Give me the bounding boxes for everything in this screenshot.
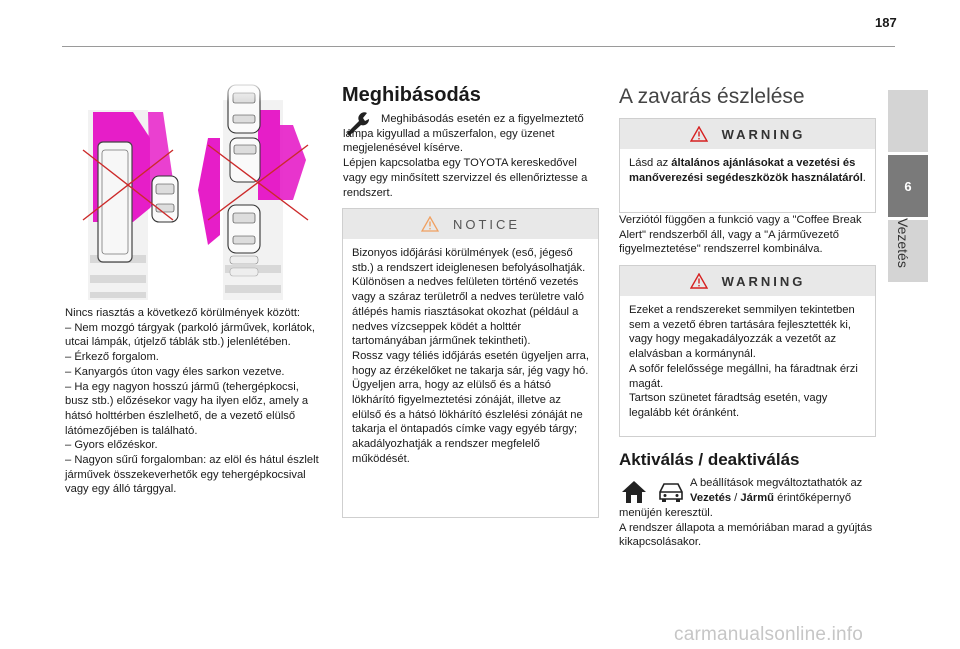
menu-separator: / <box>731 491 741 504</box>
warning-box-2 <box>619 265 876 437</box>
zone-right-3 <box>276 125 306 200</box>
side-tab-previous <box>888 90 928 152</box>
list-item: – Nem mozgó tárgyak (parkoló járművek, korlátok, utcai lámpák, útjelző táblák stb.) jelenlétében. <box>65 321 315 349</box>
list-item: – Nagyon sűrű forgalomban: az elöl és hátul észlelt járművek összekeverhetők egy tehergépkocsival vagy egy álló tárggyal. <box>65 454 319 496</box>
warning-heading: WARNING <box>721 273 806 289</box>
paragraph: Nincs riasztás a következő körülmények között: <box>65 307 301 319</box>
activation-suffix: érintőképernyő <box>773 491 852 504</box>
warning-bold: általános ajánlásokat a vezetési és manőverezési segédeszközök használatáról <box>629 157 863 184</box>
list-item: – Gyors előzéskor. <box>65 439 158 452</box>
home-icon <box>620 479 648 505</box>
notice-box <box>342 208 599 518</box>
warning-box-1 <box>619 118 876 213</box>
no-alert-conditions <box>65 306 325 497</box>
warning-triangle-icon <box>421 216 439 232</box>
warning-body <box>620 149 875 192</box>
menu-vezetes: Vezetés <box>690 491 732 504</box>
car-settings-icon <box>655 478 687 504</box>
notice-body: Bizonyos időjárási körülmények (eső, jégeső stb.) a rendszert ideiglenesen befolyásolhatják. Különösen a nedves felületen történő vezetés vagy a száraz területről a nedves területre való átlépés hamis riasztásokat okozhat (például a nedves vízcseppek ködét a holttér tartományában járműnek tekintheti). Rossz vagy téliés időjárás esetén ügyeljen arra, hogy az érzékelőket ne takarja sár, jég vagy hó. Ügyeljen arra, hogy az elülső és a hátsó lökhárító figyelmeztetési zónáját, illetve az elülső és a hátsó lökhárító észlelési zónáját ne takarja el öntapadós címke vagy egyéb tárgy; akadályozhatják a rendszer megfelelő működését. <box>352 247 589 465</box>
activation-rest: menüjén keresztül. A rendszer állapota a memóriában marad a gyújtás kikapcsolásakor. <box>619 507 873 549</box>
list-item: – Ha egy nagyon hosszú jármű (tehergépkocsi, busz stb.) előzésekor vagy ha ilyen előz, amely a hátsó holttérben észlelhető, de a vezető elülső látómezőjében is található. <box>65 380 309 437</box>
activation-line1 <box>690 476 880 505</box>
section-title-fault: Meghibásodás <box>342 84 481 106</box>
version-description: Verziótól függően a funkció vagy a "Coffee Break Alert" rendszerből áll, vagy a "A járművezető figyelmeztetése" rendszerrel kombinálva. <box>619 214 862 256</box>
chapter-number: 6 <box>904 178 912 194</box>
warning-header <box>620 266 875 296</box>
chapter-label: Vezetés <box>895 218 911 268</box>
list-item: – Kanyargós úton vagy éles sarkon vezetve. <box>65 365 285 378</box>
section-title-distraction: A zavarás észlelése <box>619 85 805 108</box>
top-divider <box>62 46 895 47</box>
warning-body: Ezeket a rendszereket semmilyen tekintetben sem a vezető ébren tartására fejlesztették ki, vagy hogy megakadályozzák a vezetőt az elalvásban a kormánynál. A sofőr felelőssége megállni, ha fáradtnak érzi magát. Tartson szünetet fáradtság esetén, vagy legalább két óránként. <box>629 304 858 419</box>
section-title-activation: Aktiválás / deaktiválás <box>619 450 800 469</box>
notice-header <box>343 209 598 239</box>
side-tab-chapter[interactable] <box>888 155 928 217</box>
warning-prefix: Lásd az <box>629 157 672 169</box>
truck-drawing <box>98 142 132 262</box>
fault-description: Meghibásodás esetén ez a figyelmeztető lámpa kigyullad a műszerfalon, egy üzenet megjelenésével kísérve. Lépjen kapcsolatba egy TOYOTA kereskedővel vagy egy minősített szervizzel és ellenőriztesse a rendszert. <box>343 113 588 199</box>
warning-heading: WARNING <box>721 126 806 142</box>
watermark: carmanualsonline.info <box>674 624 864 645</box>
zone-right-2 <box>198 138 220 245</box>
car-right-mid-drawing <box>230 138 260 182</box>
warning-triangle-icon <box>690 126 708 142</box>
warning-header <box>620 119 875 149</box>
menu-jarmu: Jármű <box>740 491 774 504</box>
list-item: – Érkező forgalom. <box>65 351 159 364</box>
blind-spot-illustration <box>68 80 326 302</box>
warning-triangle-icon <box>690 273 708 289</box>
activation-prefix: A beállítások megváltoztathatók az <box>690 477 863 489</box>
warning-suffix: . <box>862 171 866 184</box>
notice-heading: NOTICE <box>452 216 521 232</box>
car-left-drawing <box>152 176 178 222</box>
page-number: 187 <box>875 15 897 30</box>
